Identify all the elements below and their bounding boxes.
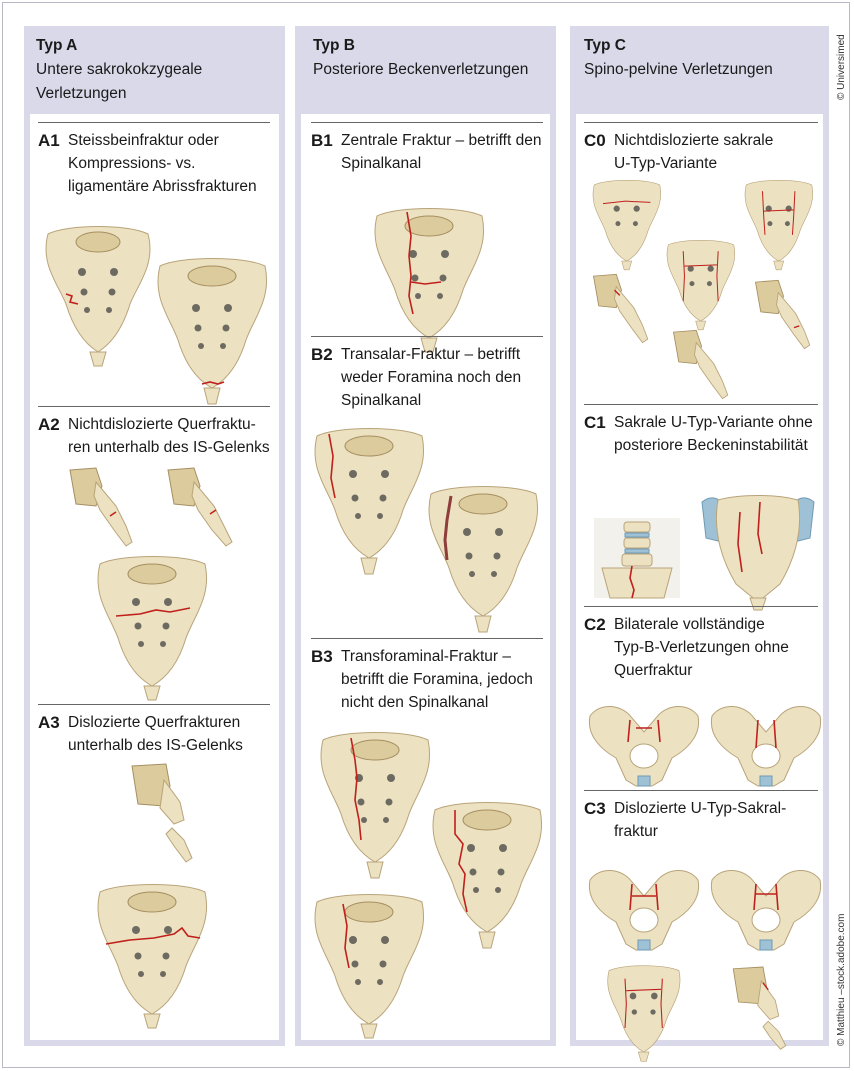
section-text [68, 711, 270, 757]
section-line: Spinalkanal [341, 392, 422, 409]
column-body [576, 114, 823, 1040]
section-c0 [584, 122, 818, 175]
section-text [614, 411, 818, 457]
sacrum-illustration [740, 178, 818, 273]
section-line: unterhalb des IS-Gelenks [68, 737, 243, 754]
column-body [301, 114, 550, 1040]
column-title-line2: Verletzungen [36, 85, 127, 102]
sacrum-illustration [421, 484, 546, 639]
section-line: Spinalkanal [341, 155, 422, 172]
section-a2 [38, 406, 270, 459]
section-line: ligamentäre Abrissfrakturen [68, 178, 257, 195]
section-c3 [584, 790, 818, 843]
section-line: Sakrale U-Typ-Variante ohne [614, 414, 813, 431]
column-typ-c [570, 26, 829, 1046]
sacrum-illustration [38, 224, 158, 374]
section-line: ren unterhalb des IS-Gelenks [68, 439, 270, 456]
section-line: Transforaminal-Fraktur – [341, 648, 511, 665]
sacrum-illustration [307, 892, 432, 1042]
section-b3 [311, 638, 543, 714]
sacrum-illustration [602, 964, 686, 1064]
section-line: Nichtdislozierte sakrale [614, 132, 774, 149]
section-b1 [311, 122, 543, 175]
sacrum-illustration [588, 178, 666, 273]
sacrum-side-illustration [590, 272, 660, 352]
column-title-line1: Posteriore Beckenverletzungen [313, 61, 529, 78]
pelvis-illustration [586, 702, 702, 794]
column-type: Typ C [584, 37, 626, 54]
pelvis-back-illustration [700, 494, 816, 612]
section-line: Bilaterale vollständige [614, 616, 765, 633]
column-type: Typ A [36, 37, 78, 54]
section-line: U-Typ-Variante [614, 155, 718, 172]
section-line: Querfraktur [614, 662, 693, 679]
section-code: C1 [584, 413, 606, 432]
column-header [584, 34, 773, 82]
sacrum-side-illustration [164, 466, 244, 556]
section-c1 [584, 404, 818, 457]
section-line: Nichtdislozierte Querfraktu- [68, 416, 256, 433]
section-code: B3 [311, 647, 333, 666]
sacrum-illustration [90, 882, 215, 1032]
section-text [614, 613, 818, 682]
section-c2 [584, 606, 818, 682]
section-text [341, 645, 543, 714]
column-title-line1: Untere sakrokokzygeale [36, 61, 203, 78]
section-line: Dislozierte Querfrakturen [68, 714, 241, 731]
section-code: B2 [311, 345, 333, 364]
copyright-universimed: © Universimed [836, 34, 847, 100]
section-code: C2 [584, 615, 606, 634]
section-line: weder Foramina noch den [341, 369, 522, 386]
section-code: A3 [38, 713, 60, 732]
section-line: Zentrale Fraktur – betrifft den [341, 132, 542, 149]
section-line: Steissbeinfraktur oder [68, 132, 219, 149]
section-text [68, 413, 270, 459]
column-header [313, 34, 528, 82]
sacrum-side-illustration [728, 964, 798, 1054]
sacrum-side-illustration [126, 762, 206, 872]
copyright-stock: © Matthieu –stock.adobe.com [836, 913, 847, 1046]
section-a1 [38, 122, 270, 198]
section-line: Dislozierte U-Typ-Sakral- [614, 800, 787, 817]
sacrum-side-illustration [752, 278, 822, 358]
section-code: C3 [584, 799, 606, 818]
column-body [30, 114, 279, 1040]
sacrum-illustration [367, 206, 492, 356]
section-line: nicht den Spinalkanal [341, 694, 489, 711]
sacrum-side-illustration [66, 466, 146, 556]
sacrum-side-illustration [670, 328, 740, 408]
column-header [36, 34, 202, 106]
section-text [341, 343, 543, 412]
section-text [614, 797, 818, 843]
section-code: B1 [311, 131, 333, 150]
section-line: betrifft die Foramina, jedoch [341, 671, 533, 688]
section-text [68, 129, 270, 198]
section-text [341, 129, 543, 175]
sacrum-illustration [150, 256, 275, 416]
spine-illustration [594, 518, 680, 598]
pelvis-illustration [586, 866, 702, 958]
sacrum-illustration [307, 426, 432, 581]
section-line: Transalar-Fraktur – betrifft [341, 346, 521, 363]
section-line: posteriore Beckeninstabilität [614, 437, 808, 454]
section-code: A2 [38, 415, 60, 434]
section-text [614, 129, 818, 175]
column-typ-a [24, 26, 285, 1046]
sacrum-illustration [662, 238, 740, 333]
column-typ-b [295, 26, 556, 1046]
section-line: fraktur [614, 823, 658, 840]
sacrum-illustration [90, 554, 215, 704]
section-b2 [311, 336, 543, 412]
section-code: A1 [38, 131, 60, 150]
column-title-line1: Spino-pelvine Verletzungen [584, 61, 773, 78]
sacrum-illustration [313, 730, 438, 885]
section-line: Typ-B-Verletzungen ohne [614, 639, 789, 656]
section-code: C0 [584, 131, 606, 150]
column-type: Typ B [313, 37, 355, 54]
section-a3 [38, 704, 270, 757]
pelvis-illustration [708, 866, 824, 958]
section-line: Kompressions- vs. [68, 155, 196, 172]
pelvis-illustration [708, 702, 824, 794]
sacrum-illustration [425, 800, 550, 955]
